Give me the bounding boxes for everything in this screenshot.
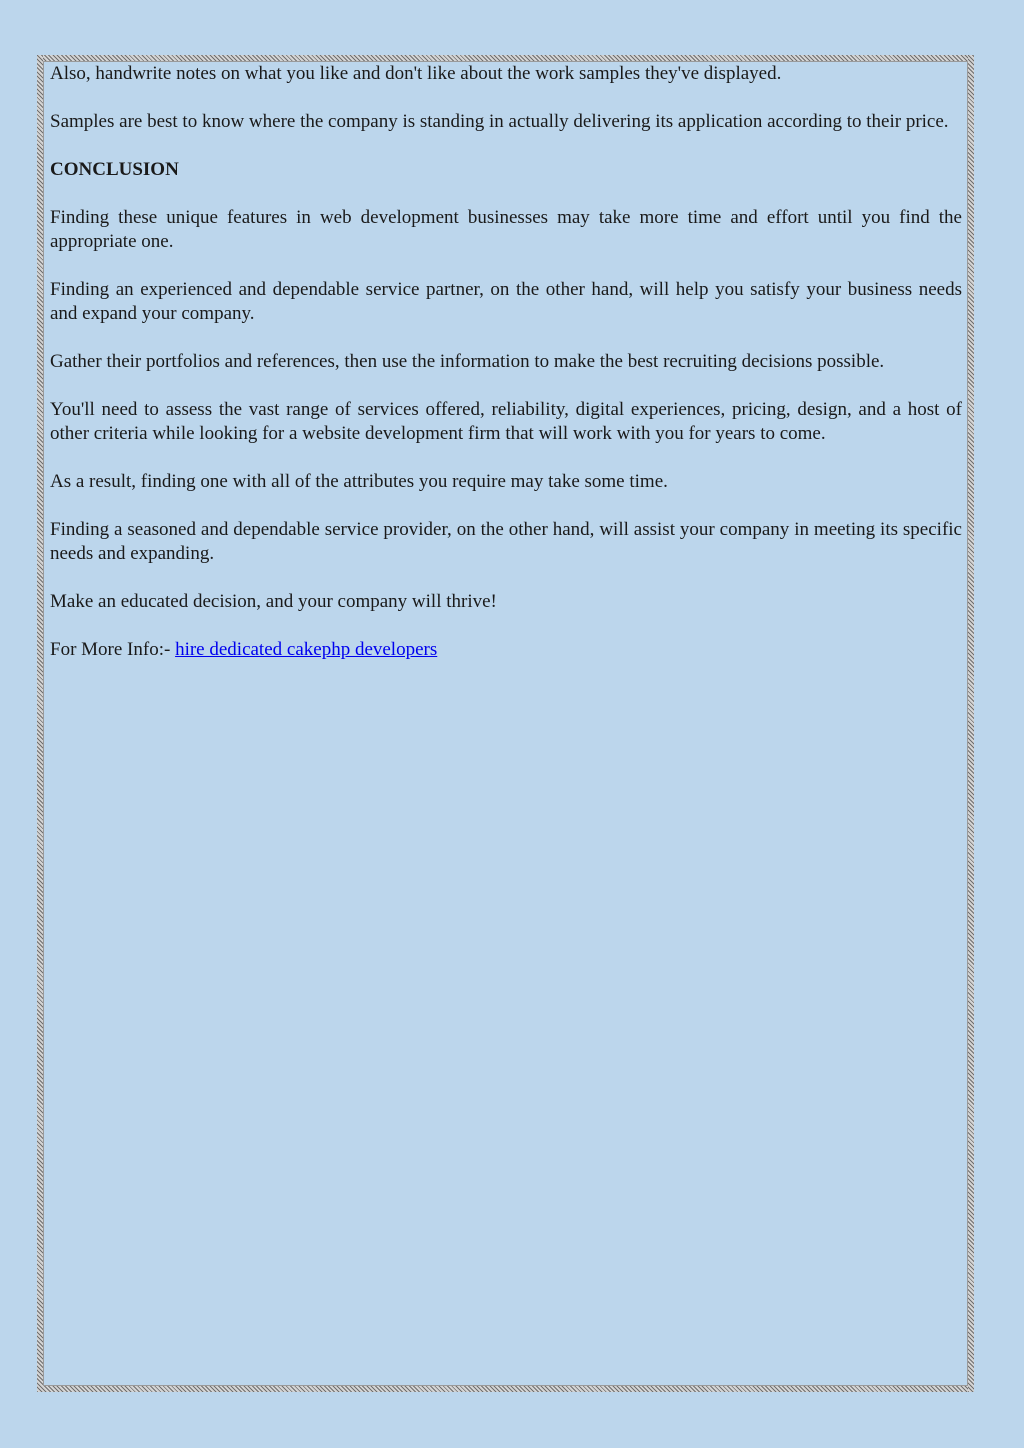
- more-info-line: [50, 638, 962, 662]
- paragraph-service-partner: Finding an experienced and dependable service partner, on the other hand, will help you satisfy your business needs and expand your company.: [50, 279, 962, 324]
- paragraph-educated-decision: Make an educated decision, and your company will thrive!: [50, 591, 497, 612]
- paragraph-work-samples-notes: Also, handwrite notes on what you like and don't like about the work samples they've displayed.: [50, 63, 782, 84]
- paragraph-assess-services: You'll need to assess the vast range of services offered, reliability, digital experiences, pricing, design, and a host of other criteria while looking for a website development firm that will work with you for years to come.: [50, 399, 962, 444]
- paragraph-unique-features: Finding these unique features in web development businesses may take more time and effort until you find the appropriate one.: [50, 207, 962, 252]
- paragraph-seasoned-provider: Finding a seasoned and dependable service provider, on the other hand, will assist your company in meeting its specific needs and expanding.: [50, 519, 962, 564]
- document-body: [50, 62, 962, 686]
- hire-developers-link[interactable]: hire dedicated cakephp developers: [175, 639, 438, 660]
- paragraph-portfolios: Gather their portfolios and references, then use the information to make the best recruiting decisions possible.: [50, 351, 885, 372]
- page-frame: [37, 55, 974, 1392]
- paragraph-finding-one: As a result, finding one with all of the attributes you require may take some time.: [50, 471, 668, 492]
- conclusion-heading: CONCLUSION: [50, 159, 179, 180]
- more-info-prefix: For More Info:-: [50, 639, 176, 660]
- border-right: [968, 55, 974, 1392]
- border-bottom: [37, 1386, 974, 1392]
- paragraph-samples-price: Samples are best to know where the company is standing in actually delivering its application according to their price.: [50, 111, 949, 132]
